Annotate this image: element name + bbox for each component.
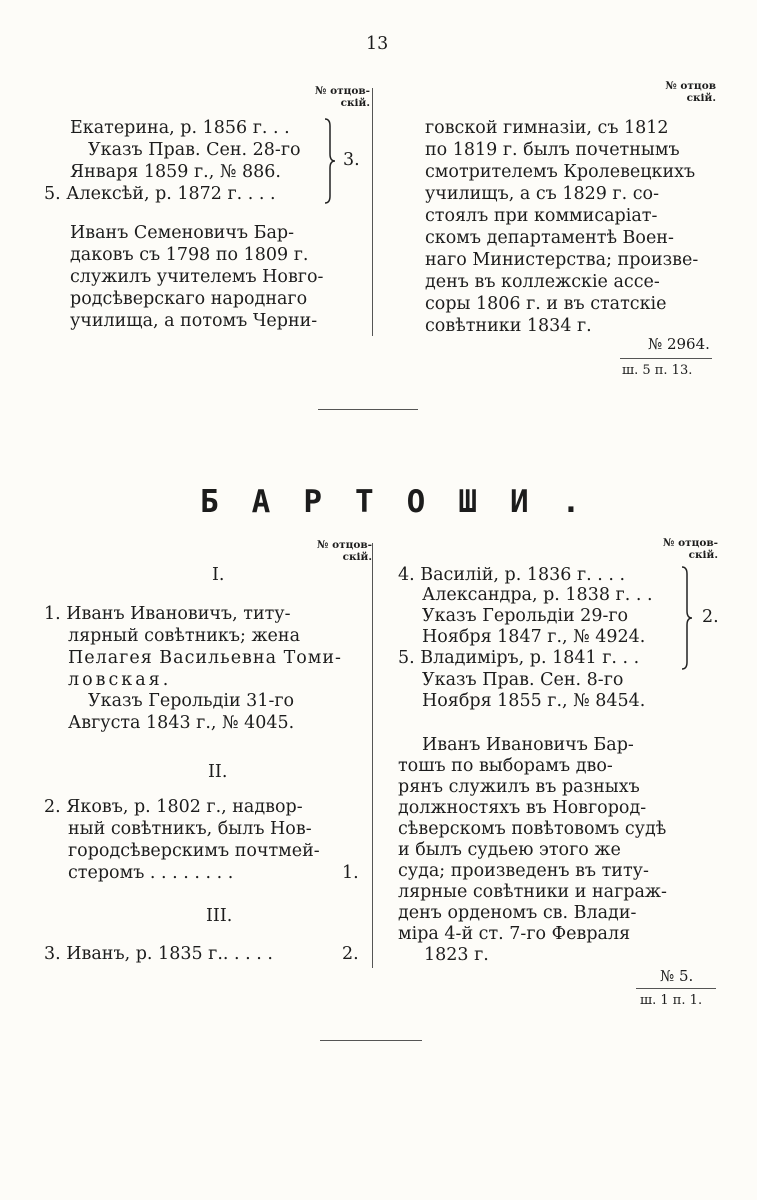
header-line-2: скій. <box>688 549 718 561</box>
generation-1-heading: I. <box>212 565 225 585</box>
bardakov-paragraph <box>70 223 350 333</box>
record-number: № 2964. <box>648 335 710 353</box>
text-line: тошъ по выборамъ дво- <box>398 756 613 776</box>
text-line: родсѣверскаго народнаго <box>70 289 308 309</box>
bracket-number: 3. <box>343 150 360 170</box>
text-line: скомъ департаментѣ Воен- <box>425 228 674 248</box>
record-rule <box>636 988 716 989</box>
section-title: БАРТОШИ. <box>200 484 614 520</box>
entry-line: 5. Владиміръ, р. 1841 г. . . <box>398 648 640 668</box>
text-line: училищъ, а съ 1829 г. со- <box>425 184 659 204</box>
text-line: стоялъ при коммисаріат- <box>425 206 658 226</box>
right-column-header <box>642 537 718 561</box>
text-line: Иванъ Семеновичъ Бар- <box>70 223 295 243</box>
text-line: ный совѣтникъ, былъ Нов- <box>68 819 312 839</box>
entry-line: Екатерина, р. 1856 г. . . <box>70 118 290 138</box>
text-line: 1. Иванъ Ивановичъ, титу- <box>44 604 291 624</box>
column-divider <box>372 543 373 968</box>
text-line: денъ въ коллежскіе ассе- <box>425 272 660 292</box>
header-line-1: № отцов- <box>317 539 372 551</box>
bracket-number: 2. <box>702 607 719 627</box>
header-line-1: № отцов <box>665 80 716 92</box>
right-column-header <box>640 80 716 104</box>
section-separator <box>318 409 418 410</box>
entry-1 <box>44 604 360 694</box>
header-line-2: скій. <box>340 97 370 109</box>
left-column-header <box>300 539 372 563</box>
text-line: суда; произведенъ въ титу- <box>398 861 649 881</box>
text-line: по 1819 г. былъ почетнымъ <box>425 140 680 160</box>
text-line: денъ орденомъ св. Влади- <box>398 903 637 923</box>
text-line: училища, а потомъ Черни- <box>70 311 318 331</box>
top-left-entries <box>44 118 364 208</box>
text-line: даковъ съ 1798 по 1809 г. <box>70 245 309 265</box>
right-entries <box>398 565 698 715</box>
text-line: Иванъ Ивановичъ Бар- <box>422 735 634 755</box>
brace <box>679 564 693 672</box>
entry-line: Ноября 1847 г., № 4924. <box>422 627 646 647</box>
text-line: совѣтники 1834 г. <box>425 316 592 336</box>
top-right-paragraph <box>425 118 715 338</box>
bottom-separator <box>320 1040 422 1041</box>
entry-3-number: 2. <box>342 944 359 964</box>
text-line: служилъ учителемъ Новго- <box>70 267 324 287</box>
record-reference: ш. 5 п. 13. <box>622 363 693 378</box>
text-line: городсѣверскимъ почтмей- <box>68 841 320 861</box>
entry-line: 5. Алексѣй, р. 1872 г. . . . <box>44 184 276 204</box>
text-line: Указъ Герольдіи 31-го <box>88 691 295 711</box>
text-line: и былъ судьею этого же <box>398 840 621 860</box>
record-rule <box>620 358 712 359</box>
text-line: стеромъ . . . . . . . . <box>68 863 234 883</box>
text-line: говской гимназіи, съ 1812 <box>425 118 669 138</box>
entry-line: Указъ Прав. Сен. 8-го <box>422 670 624 690</box>
brace <box>322 116 336 206</box>
text-line: рянъ служилъ въ разныхъ <box>398 777 640 797</box>
header-line-2: скій. <box>686 92 716 104</box>
entry-2 <box>44 797 360 887</box>
text-line: должностяхъ въ Новгород- <box>398 798 647 818</box>
text-line: Пелагея Васильевна Томи- <box>68 648 342 668</box>
entry-3: 3. Иванъ, р. 1835 г.. . . . . <box>44 944 273 964</box>
header-line-2: скій. <box>342 551 372 563</box>
text-line: смотрителемъ Кролевецкихъ <box>425 162 696 182</box>
text-line: соры 1806 г. и въ статскіе <box>425 294 667 314</box>
text-line: лярный совѣтникъ; жена <box>68 626 301 646</box>
entry-line: 4. Василій, р. 1836 г. . . . <box>398 565 626 585</box>
text-line: ловская. <box>68 670 172 690</box>
record-number: № 5. <box>660 967 694 985</box>
text-line: лярные совѣтники и награж- <box>398 882 667 902</box>
header-line-1: № отцов- <box>315 85 370 97</box>
text-line: 1823 г. <box>424 945 489 965</box>
entry-line: Ноября 1855 г., № 8454. <box>422 691 646 711</box>
text-line: наго Министерства; произве- <box>425 250 699 270</box>
entry-1-decree <box>68 691 358 735</box>
entry-2-number: 1. <box>342 863 359 883</box>
text-line: Августа 1843 г., № 4045. <box>68 713 295 733</box>
text-line: міра 4-й ст. 7-го Февраля <box>398 924 631 944</box>
left-column-header <box>298 85 370 109</box>
bartosh-paragraph <box>398 735 698 975</box>
text-line: 2. Яковъ, р. 1802 г., надвор- <box>44 797 303 817</box>
entry-line: Александра, р. 1838 г. . . <box>422 585 653 605</box>
entry-line: Января 1859 г., № 886. <box>70 162 281 182</box>
generation-2-heading: II. <box>208 762 228 782</box>
record-reference: ш. 1 п. 1. <box>640 993 703 1008</box>
column-divider <box>372 88 373 336</box>
entry-line: Указъ Герольдіи 29-го <box>422 606 629 626</box>
header-line-1: № отцов- <box>663 537 718 549</box>
generation-3-heading: III. <box>206 906 233 926</box>
text-line: сѣверскомъ повѣтовомъ судѣ <box>398 819 667 839</box>
entry-line: Указъ Прав. Сен. 28-го <box>88 140 301 160</box>
page-number: 13 <box>366 34 389 54</box>
